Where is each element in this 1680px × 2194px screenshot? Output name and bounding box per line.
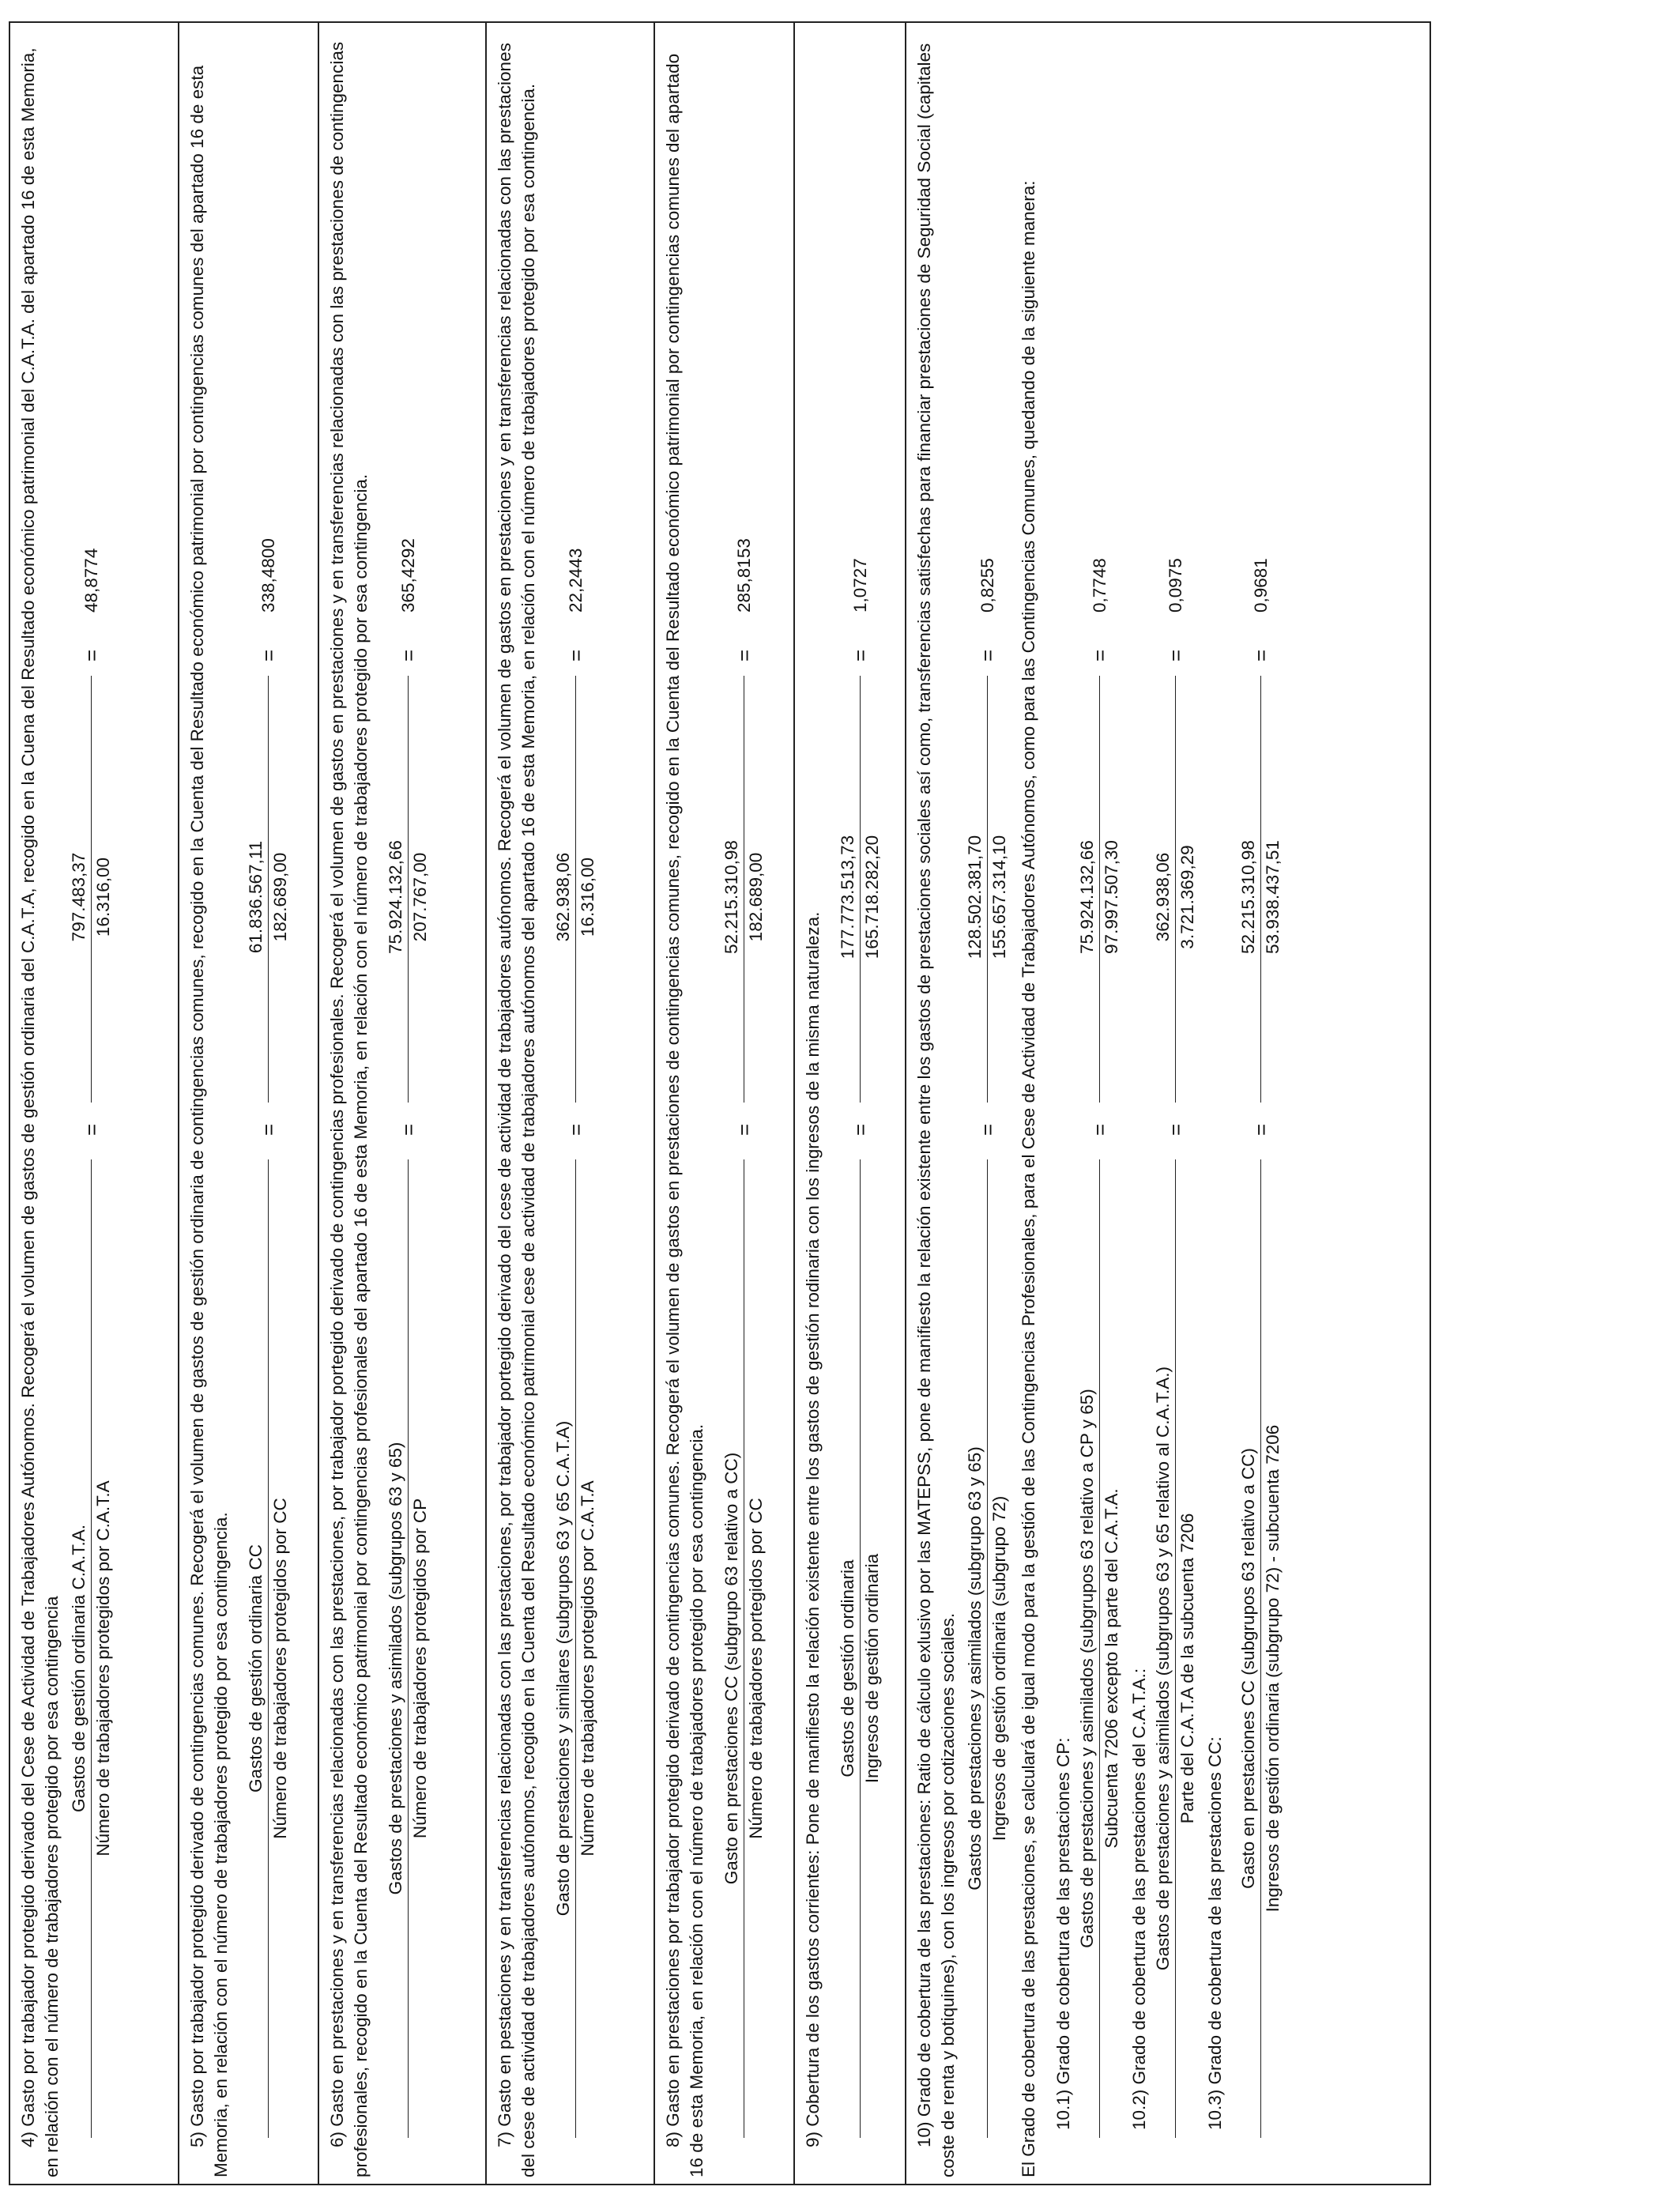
equals-sign: = (1088, 649, 1112, 662)
result-value: 22,2443 (566, 548, 586, 613)
equals-sign: = (733, 649, 756, 662)
equals-sign: = (1088, 1123, 1112, 1136)
equals-sign: = (257, 1123, 281, 1136)
formula-5 (244, 29, 293, 2177)
numerator-value: 75.924.132,66 (1077, 840, 1097, 954)
denominator-value: 182.689,00 (746, 852, 766, 942)
denominator-value: 207.767,00 (410, 852, 430, 942)
equals-sign: = (397, 1123, 420, 1136)
equals-sign: = (849, 649, 872, 662)
result-value: 0,8255 (977, 558, 997, 613)
numerator-value: 52.215.310,98 (1238, 840, 1258, 954)
result-value: 285,8153 (734, 538, 754, 613)
result-value: 365,4292 (398, 538, 418, 613)
formula-8 (720, 29, 769, 2177)
equals-sign: = (849, 1123, 872, 1136)
denominator-label: Número de trabajadores protegidos por C.A.T.A (93, 1480, 113, 1857)
equals-sign: = (733, 1123, 756, 1136)
equals-sign: = (1164, 1123, 1188, 1136)
section-6 (319, 23, 487, 2184)
section-9 (795, 23, 906, 2184)
equals-sign: = (1249, 649, 1273, 662)
numerator-label: Gastos de gestión ordinaria C.A.T.A. (69, 1525, 89, 1812)
denominator-label: Número de trabajadores portegidos por CC (746, 1498, 766, 1839)
denominator-label: Número de trabajadores protegidos por C.A.T.A (578, 1480, 597, 1857)
formula-6 (384, 29, 433, 2177)
numerator-value: 362.938,06 (1153, 852, 1173, 942)
formula-10 (963, 29, 1012, 2177)
denominator-value: 165.718.282,20 (862, 835, 882, 959)
denominator-value: 182.689,00 (270, 852, 290, 942)
numerator-label: Gasto en prestaciones CC (subgrupos 63 relativo a CC) (1238, 1448, 1258, 1889)
formula-4 (67, 29, 116, 2177)
equals-sign: = (564, 649, 588, 662)
section-10-text: 10) Grado de cobertura de las prestaciones: Ratio de cálculo exlusivo por las MATEPSS, pone de manifiesto la relación existente entre los gastos de prestaciones sociales así como, transferencias satisfechas para financiar prestaciones de Seguridad Social (capitales coste de renta y botiquines), con los ingresos por cotizaciones sociales. (914, 43, 958, 2177)
equals-sign: = (80, 1123, 104, 1136)
denominator-value: 16.316,00 (93, 857, 113, 937)
denominator-value: 155.657.314,10 (989, 835, 1009, 959)
section-4 (10, 23, 179, 2184)
section-5-text: 5) Gasto por trabajador protegido derivado de contingencias comunes. Recogerá el volumen de gastos de gestión ordinaria de contingencias comunes, recogido en la Cuenta del Resultado económico patrimonial por contingencias comunes del apartado 16 de esta Memoria, en relación con el número de trabajadores protegido por esa contingencia. (187, 65, 231, 2177)
numerator-value: 797.483,37 (69, 852, 89, 942)
equals-sign: = (397, 649, 420, 662)
denominator-value: 3.721.369,29 (1177, 845, 1197, 949)
numerator-value: 362.938,06 (553, 852, 573, 942)
numerator-label: Gastos de prestaciones y asimilados (subgrupo 63 y 65) (965, 1446, 985, 1891)
section-9-text: 9) Cobertura de los gastos corrientes: Pone de manifiesto la relación existente entre los gastos de gestión rodinaria con los ingresos de la misma naturaleza. (803, 911, 823, 2147)
equals-sign: = (1249, 1123, 1273, 1136)
section-10-text-2: El Grado de cobertura de las prestaciones, se calculará de igual modo para la gestión de las Contingencias Profesionales, para el Cese de Actividad de Trabajadores Autónomos, como para las Contingencias Comunes, quedando de la siguiente manera: (1019, 180, 1038, 2177)
numerator-value: 52.215.310,98 (721, 840, 741, 954)
formula-10-1 (1075, 29, 1124, 2177)
section-10 (906, 23, 1430, 2184)
denominator-label: Ingresos de gestión ordinaria (subgrupo 72) (989, 1495, 1009, 1842)
formula-10-2 (1151, 29, 1200, 2177)
section-8-text: 8) Gasto en prestaciones por trabajador protegido derivado de contingencias comunes. Recogerá el volumen de gastos en prestaciones de contingencias comunes, recogido en la Cuenta del Resultado económico patrimonial por contingencias comunes del apartado 16 de esta Memoria, en relación con el número de trabajadores protegido por esa contingencia. (663, 53, 706, 2177)
subsection-10-2-title: 10.2) Grado de cobertura de las prestaciones del C.A.T.A.: (1129, 1668, 1149, 2130)
numerator-value: 177.773.513,73 (838, 835, 857, 959)
result-value: 0,9681 (1251, 558, 1271, 613)
rotated-page (0, 13, 1438, 2194)
formula-10-3 (1237, 29, 1286, 2177)
section-4-text: 4) Gasto por trabajador protegido derivado del Cese de Actividad de Trabajadores Autónomos. Recogerá el volumen de gastos de gestión ordinaria del C.A.T.A, recogido en la Cuena del Resultado económico patrimonial del C.A.T.A. del apartado 16 de esta Memoria, en relación con el número de trabajadores protegido por esa contingencia (18, 47, 62, 2177)
result-value: 338,4800 (258, 538, 278, 613)
numerator-label: Gastos de gestión ordinaria (838, 1559, 857, 1777)
ratios-table (9, 21, 1431, 2185)
subsection-10-3-title: 10.3) Grado de cobertura de las prestaciones CC: (1205, 1736, 1225, 2130)
equals-sign: = (257, 649, 281, 662)
result-value: 0,0975 (1166, 558, 1185, 613)
result-value: 48,8774 (81, 548, 101, 613)
equals-sign: = (564, 1123, 588, 1136)
equals-sign: = (1164, 649, 1188, 662)
numerator-value: 75.924.132,66 (386, 840, 405, 954)
denominator-label: Ingresos de gestión ordinaria (subgrupo 72) - subcuenta 7206 (1263, 1424, 1283, 1913)
subsection-10-1-title: 10.1) Grado de cobertura de las prestaciones CP: (1053, 1737, 1073, 2130)
denominator-value: 53.938.437,51 (1263, 840, 1283, 954)
formula-7 (552, 29, 601, 2177)
denominator-label: Subcuenta 7206 excepto la parte del C.A.T.A. (1102, 1488, 1121, 1849)
denominator-label: Parte del C.A.T.A de la subcuenta 7206 (1177, 1513, 1197, 1824)
numerator-value: 128.502.381,70 (965, 835, 985, 959)
result-value: 0,7748 (1090, 558, 1109, 613)
numerator-label: Gasto en prestaciones CC (subgrupo 63 relativo a CC) (721, 1452, 741, 1885)
denominator-label: Número de trabajadores protegidos por CP (410, 1498, 430, 1839)
numerator-label: Gastos de gestión ordinaria CC (246, 1544, 266, 1793)
denominator-label: Número de trabajadores protegidos por CC (270, 1498, 290, 1839)
equals-sign: = (976, 649, 1000, 662)
result-value: 1,0727 (850, 558, 870, 613)
section-7 (487, 23, 655, 2184)
numerator-label: Gastos de prestaciones y asimilados (subgrupos 63 y 65) (386, 1442, 405, 1895)
numerator-label: Gastos de prestaciones y asimilados (subgrupos 63 y 65 relativo al C.A.T.A.) (1153, 1366, 1173, 1971)
denominator-value: 97.997.507,30 (1102, 840, 1121, 954)
numerator-label: Gasto de prestaciones y similares (subgrupos 63 y 65 C.A.T.A) (553, 1420, 573, 1917)
equals-sign: = (80, 649, 104, 662)
section-6-text: 6) Gasto en prestaciones y en transferencias relacionadas con las prestaciones, por trabajador portegido derivado de contingencias profesionales. Recogerá el volumen de gastos en prestaciones y en transferencias relacionadas con las prestaciones de contingencias profesionales, recogido en la Cuenta del Resultado económico patrimonial por contingencias profesionales del apartado 16 de esta Memoria, en relación con el número de trabajadores protegido por esa contingencia. (327, 41, 371, 2177)
numerator-label: Gastos de prestaciones y asimilados (subgrupos 63 relativo a CP y 65) (1077, 1389, 1097, 1948)
numerator-value: 61.836.567,11 (246, 840, 266, 954)
denominator-label: Ingresos de gestión ordinaria (862, 1553, 882, 1784)
section-7-text: 7) Gasto en pestaciones y en transferencias relacionadas con las prestaciones, por trabajador portegido derivado del cese de actividad de trabajadores autónomos. Recogerá el volumen de gastos en prestaciones y en transferencias relacionadas con las prestaciones del cese de actividad de trabajadores autónomos, recogido en la Cuenta del Resultado económico patrimonial cese de actividad de trabajadores autónomos del apartado 16 de esta Memoria, en relación con el número de trabajadores protegido por esa contingencia. (495, 43, 538, 2177)
equals-sign: = (976, 1123, 1000, 1136)
section-5 (179, 23, 319, 2184)
formula-9 (836, 29, 885, 2177)
section-8 (655, 23, 795, 2184)
denominator-value: 16.316,00 (578, 857, 597, 937)
